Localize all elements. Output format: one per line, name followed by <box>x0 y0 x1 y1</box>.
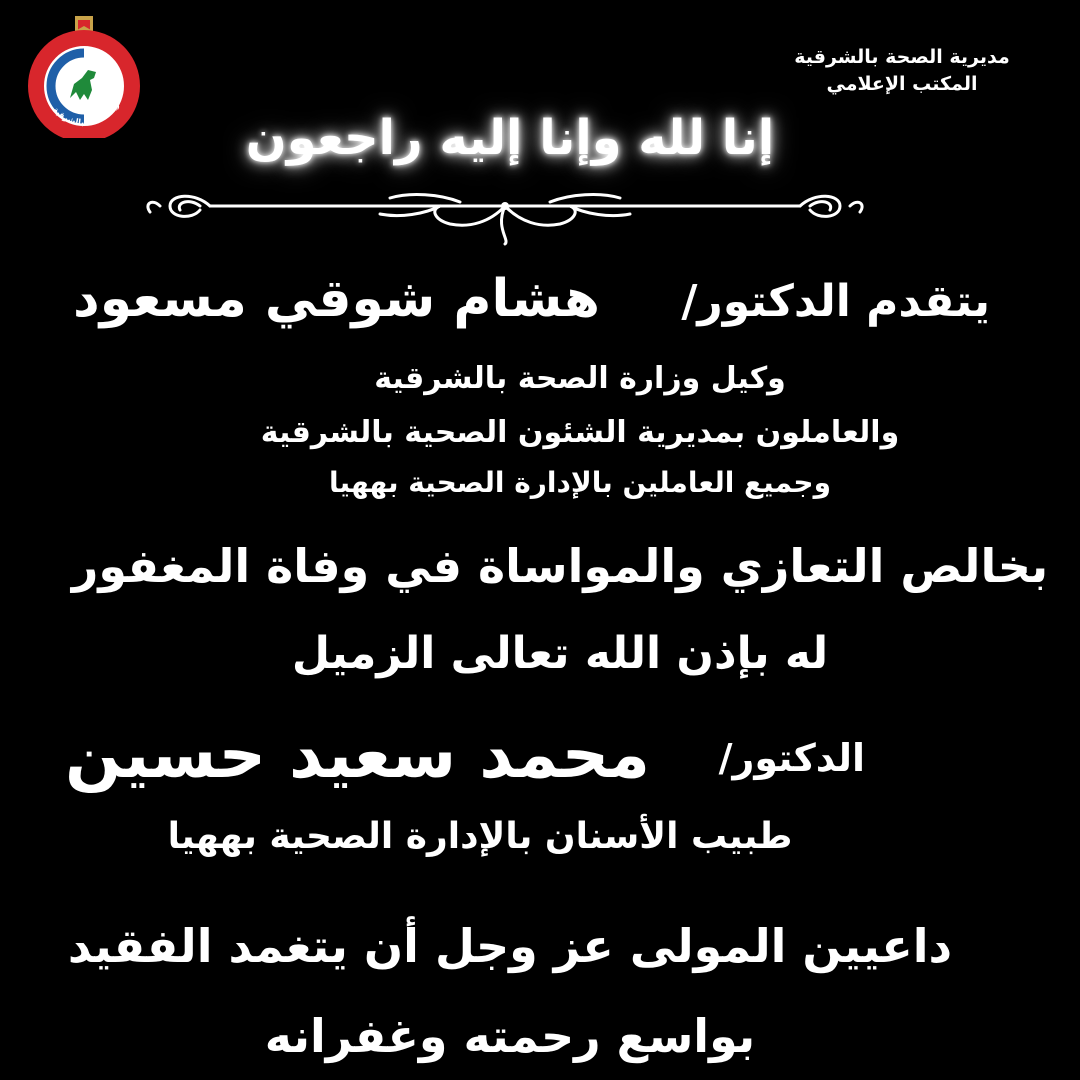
sender-role: وكيل وزارة الصحة بالشرقية <box>374 361 786 396</box>
condolence-line-2: له بإذن الله تعالى الزميل <box>291 628 829 679</box>
sender-name: هشام شوقي مسعود <box>73 269 600 329</box>
staff-line-1: والعاملون بمديرية الشئون الصحية بالشرقية <box>260 415 900 450</box>
deceased-label: الدكتور/ <box>718 736 865 780</box>
deceased-role: طبيب الأسنان بالإدارة الصحية بههيا <box>167 816 793 857</box>
office-line-2: المكتب الإعلامي <box>826 73 978 95</box>
ministry-logo <box>26 14 142 138</box>
office-line-1: مديرية الصحة بالشرقية <box>794 46 1010 68</box>
condolence-line-1: بخالص التعازي والمواساة في وفاة المغفور <box>71 539 1049 593</box>
prayer-line-2: بواسع رحمته وغفرانه <box>264 1009 756 1063</box>
staff-line-2: وجميع العاملين بالإدارة الصحية بههيا <box>329 466 831 499</box>
deceased-name: محمد سعيد حسين <box>64 716 650 793</box>
prayer-line-1: داعيين المولى عز وجل أن يتغمد الفقيد <box>67 919 953 973</box>
ornament-divider <box>140 168 870 248</box>
sender-label: يتقدم الدكتور/ <box>681 276 990 327</box>
sender-line <box>0 270 1080 340</box>
condolence-title: إنا لله وإنا إليه راجعون <box>245 110 775 166</box>
svg-text:مديرية الصحة بالشرقية: رية الصحة بالشرقية <box>51 100 121 127</box>
office-header <box>772 44 1032 98</box>
deceased-line <box>0 712 1080 802</box>
